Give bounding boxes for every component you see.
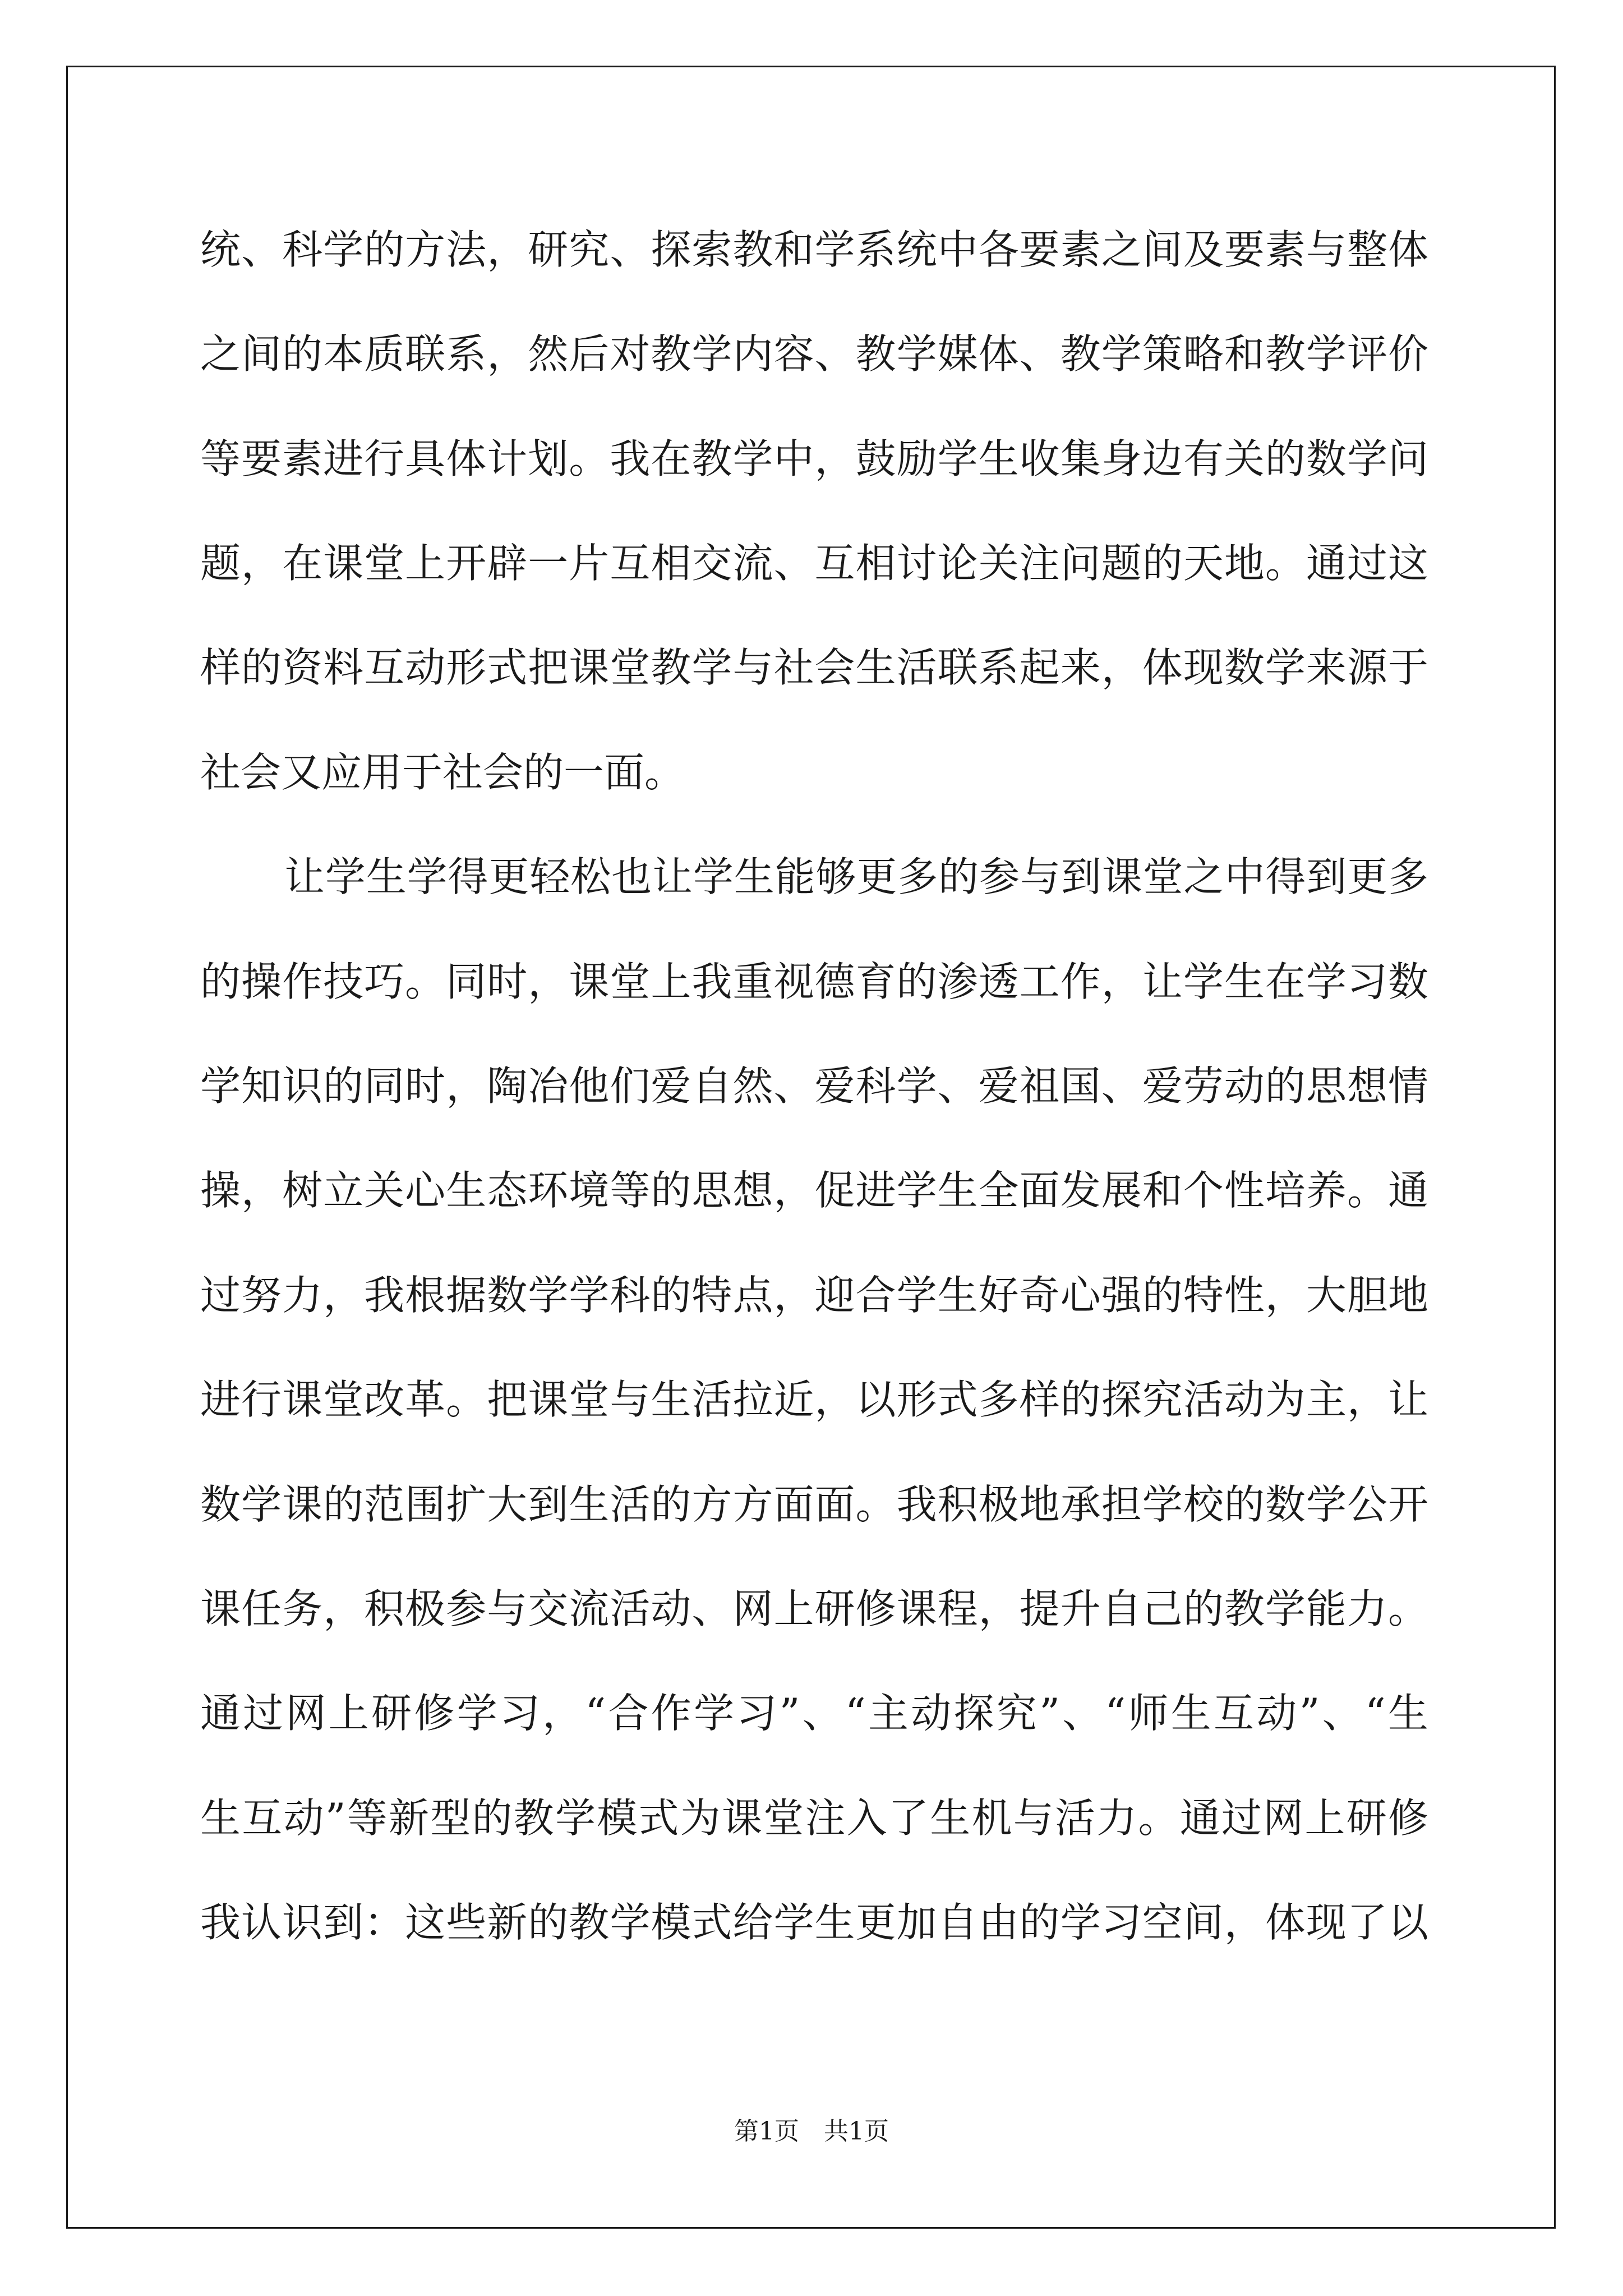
text-line: 过努力，我根据数学学科的特点，迎合学生好奇心强的特性，大胆地: [200, 1272, 1428, 1319]
text-line: 让学生学得更轻松也让学生能够更多的参与到课堂之中得到更多: [284, 853, 1428, 900]
page-footer: 第1页 共1页: [734, 2117, 889, 2146]
text-line: 样的资料互动形式把课堂教学与社会生活联系起来，体现数学来源于: [200, 644, 1428, 691]
text-line: 学知识的同时，陶冶他们爱自然、爱科学、爱祖国、爱劳动的思想情: [200, 1062, 1428, 1110]
text-line: 的操作技巧。同时，课堂上我重视德育的渗透工作，让学生在学习数: [200, 958, 1428, 1005]
text-line: 社会又应用于社会的一面。: [200, 749, 685, 796]
text-line: 我认识到：这些新的教学模式给学生更加自由的学习空间，体现了以: [200, 1899, 1428, 1946]
text-line: 数学课的范围扩大到生活的方方面面。我积极地承担学校的数学公开: [200, 1481, 1428, 1528]
text-line: 等要素进行具体计划。我在教学中，鼓励学生收集身边有关的数学问: [200, 435, 1428, 482]
text-line: 生互动”等新型的教学模式为课堂注入了生机与活力。通过网上研修: [200, 1795, 1428, 1842]
text-line: 之间的本质联系，然后对教学内容、教学媒体、教学策略和教学评价: [200, 330, 1428, 378]
text-line: 题，在课堂上开辟一片互相交流、互相讨论关注问题的天地。通过这: [200, 540, 1428, 587]
text-line: 通过网上研修学习，“合作学习”、“主动探究”、“师生互动”、“生: [200, 1690, 1428, 1737]
text-line: 统、科学的方法，研究、探索教和学系统中各要素之间及要素与整体: [200, 226, 1428, 273]
text-line: 课任务，积极参与交流活动、网上研修课程，提升自己的教学能力。: [200, 1585, 1428, 1632]
text-line: 进行课堂改革。把课堂与生活拉近，以形式多样的探究活动为主，让: [200, 1376, 1428, 1423]
text-line: 操，树立关心生态环境等的思想，促进学生全面发展和个性培养。通: [200, 1167, 1428, 1214]
